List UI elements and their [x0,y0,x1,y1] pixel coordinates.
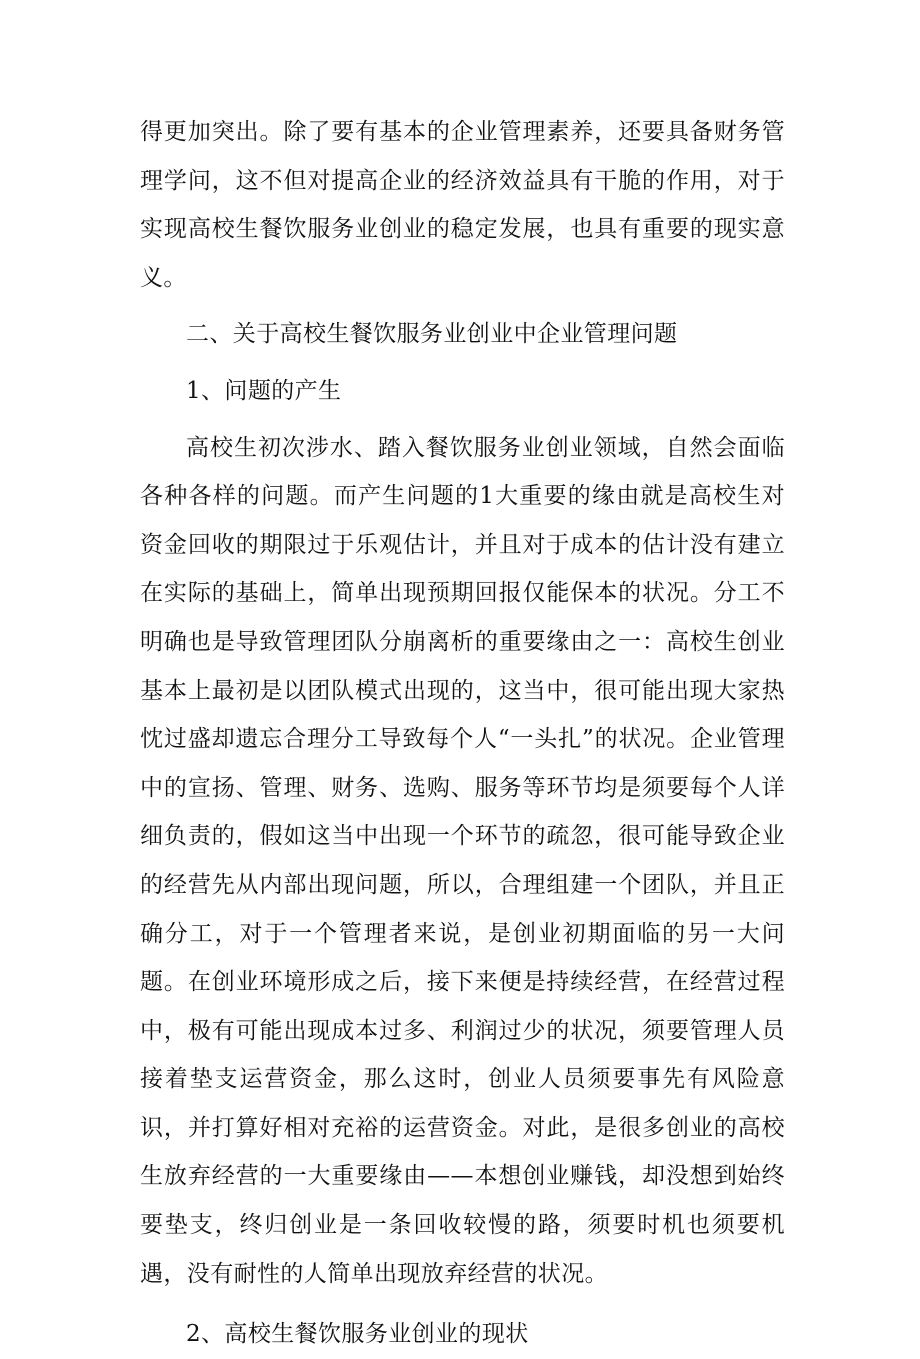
spacer [140,359,785,367]
subsection-heading-1: 1、问题的产生 [186,377,342,404]
paragraph-body: 高校生初次涉水、踏入餐饮服务业创业领域，自然会面临各种各样的问题。而产生问题的1大重要的缘由就是高校生对资金回收的期限过于乐观估计，并且对于成本的估计没有建立在实际的基础上，简单出现预期回报仅能保本的状况。分工不明确也是导致管理团队分崩离析的重要缘由之一：高校生创业基本上最初是以团队模式出现的，这当中，很可能出现大家热忱过盛却遗忘合理分工导致每个人“一头扎”的状况。企业管理中的宣扬、管理、财务、选购、服务等环节均是须要每个人详细负责的，假如这当中出现一个环节的疏忽，很可能导致企业的经营先从内部出现问题，所以，合理组建一个团队，并且正确分工，对于一个管理者来说，是创业初期面临的另一大问题。在创业环境形成之后，接下来便是持续经营，在经营过程中，极有可能出现成本过多、利润过少的状况，须要管理人员接着垫支运营资金，那么这时，创业人员须要事先有风险意识，并打算好相对充裕的运营资金。对此，是很多创业的高校生放弃经营的一大重要缘由——本想创业赚钱，却没想到始终要垫支，终归创业是一条回收较慢的路，须要时机也须要机遇，没有耐性的人简单出现放弃经营的状况。 [140,434,785,1287]
paragraph-continuation: 得更加突出。除了要有基本的企业管理素养，还要具备财务管理学问，这不但对提高企业的经济效益具有干脆的作用，对于实现高校生餐饮服务业创业的稳定发展，也具有重要的现实意义。 [140,119,785,291]
spacer [140,1298,785,1310]
subsection-heading-2: 2、高校生餐饮服务业创业的现状 [186,1321,529,1348]
spacer [140,416,785,424]
document-body [140,108,785,1359]
spacer [140,302,785,310]
section-heading: 二、关于高校生餐饮服务业创业中企业管理问题 [186,321,678,348]
